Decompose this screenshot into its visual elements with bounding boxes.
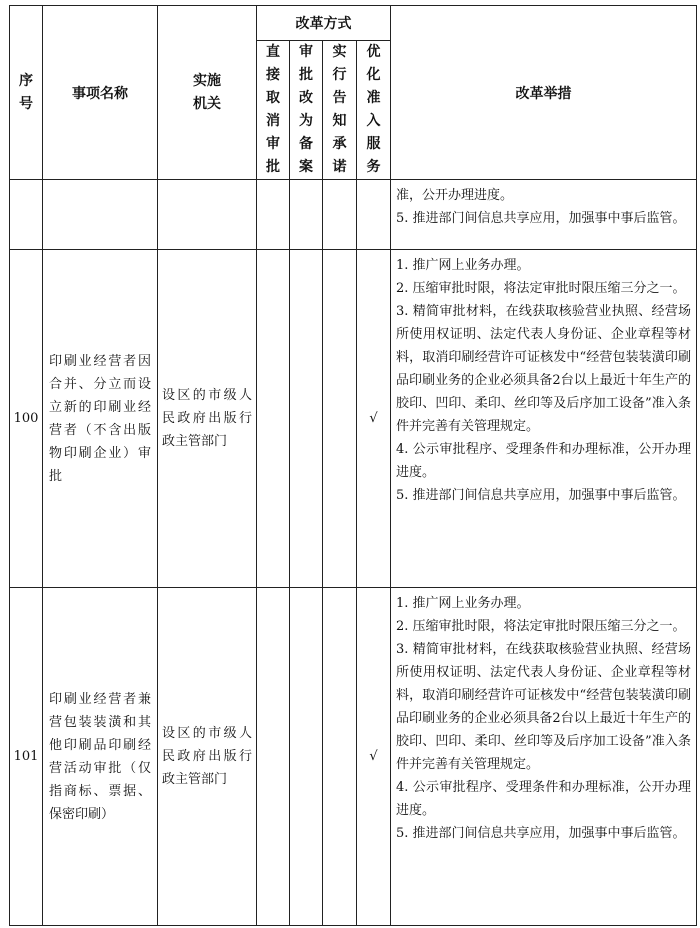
header-seq: 序号 bbox=[10, 6, 43, 180]
row-method-filing bbox=[290, 250, 323, 588]
measures-cell bbox=[391, 588, 697, 926]
table-row-continuation bbox=[10, 180, 697, 250]
header-method-optimize: 优化准入服务 bbox=[357, 41, 391, 180]
measure-line: 5. 推进部门间信息共享应用，加强事中事后监管。 bbox=[396, 211, 686, 226]
check-mark: √ bbox=[357, 588, 391, 926]
header-method-filing: 审批改为备案 bbox=[290, 41, 323, 180]
measure-line: 4. 公示审批程序、受理条件和办理标准，公开办理进度。 bbox=[396, 780, 691, 818]
measure-line: 2. 压缩审批时限，将法定审批时限压缩三分之一。 bbox=[396, 619, 686, 634]
row-method-filing bbox=[290, 588, 323, 926]
table-row bbox=[10, 588, 697, 926]
reform-table bbox=[9, 5, 697, 926]
measure-line: 1. 推广网上业务办理。 bbox=[396, 596, 530, 611]
header-method-notify: 实行告知承诺 bbox=[323, 41, 357, 180]
row-method-cancel bbox=[257, 588, 290, 926]
row-method-notify bbox=[323, 588, 357, 926]
header-item-name: 事项名称 bbox=[43, 6, 158, 180]
measure-line: 3. 精简审批材料，在线获取核验营业执照、经营场所使用权证明、法定代表人身份证、企业章程等材料，取消印刷经营许可证核发中“经营包装装潢印刷品印刷业务的企业必须具备2台以上最近十年生产的胶印、凹印、柔印、丝印等及后序加工设备”准入条件并完善有关管理规定。 bbox=[396, 642, 691, 772]
row-item-name: 印刷业经营者因合并、分立而设立新的印刷业经营者（不含出版物印刷企业）审批 bbox=[43, 250, 158, 588]
measure-line: 5. 推进部门间信息共享应用，加强事中事后监管。 bbox=[396, 488, 686, 503]
table-row bbox=[10, 250, 697, 588]
row-agency: 设区的市级人民政府出版行政主管部门 bbox=[158, 588, 257, 926]
measure-line: 5. 推进部门间信息共享应用，加强事中事后监管。 bbox=[396, 826, 686, 841]
measure-line: 准，公开办理进度。 bbox=[396, 188, 514, 203]
measures-cell bbox=[391, 250, 697, 588]
row-method-notify bbox=[323, 250, 357, 588]
row-item-name: 印刷业经营者兼营包装装潢和其他印刷品印刷经营活动审批（仅指商标、票据、保密印刷） bbox=[43, 588, 158, 926]
check-mark: √ bbox=[357, 250, 391, 588]
row-agency: 设区的市级人民政府出版行政主管部门 bbox=[158, 250, 257, 588]
header-method-cancel: 直接取消审批 bbox=[257, 41, 290, 180]
header-agency: 实施机关 bbox=[158, 6, 257, 180]
measure-line: 1. 推广网上业务办理。 bbox=[396, 258, 530, 273]
row-method-cancel bbox=[257, 250, 290, 588]
header-measures: 改革举措 bbox=[391, 6, 697, 180]
row-seq: 101 bbox=[10, 588, 43, 926]
header-reform-methods: 改革方式 bbox=[257, 6, 391, 41]
measure-line: 3. 精简审批材料，在线获取核验营业执照、经营场所使用权证明、法定代表人身份证、企业章程等材料，取消印刷经营许可证核发中“经营包装装潢印刷品印刷业务的企业必须具备2台以上最近十年生产的胶印、凹印、柔印、丝印等及后序加工设备”准入条件并完善有关管理规定。 bbox=[396, 304, 691, 434]
measure-line: 2. 压缩审批时限，将法定审批时限压缩三分之一。 bbox=[396, 281, 686, 296]
measures-cell bbox=[391, 180, 697, 250]
header-row-1 bbox=[10, 6, 697, 41]
row-seq: 100 bbox=[10, 250, 43, 588]
measure-line: 4. 公示审批程序、受理条件和办理标准，公开办理进度。 bbox=[396, 442, 691, 480]
